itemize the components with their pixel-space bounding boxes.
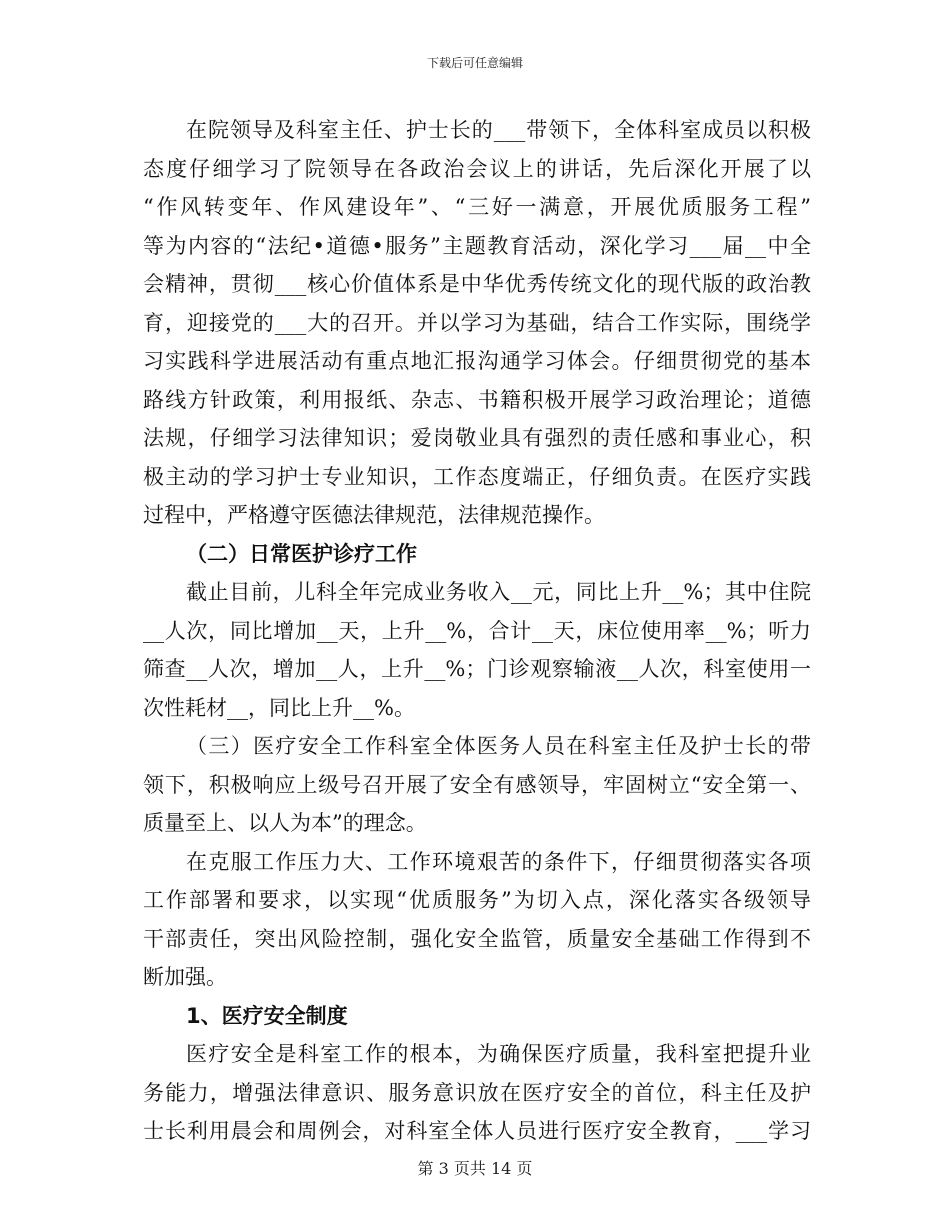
section-heading: （二）日常医护诊疗工作 — [186, 541, 417, 566]
paragraph-line: 筛查__人次，增加__人，上升__%；门诊观察输液__人次，科室使用一 — [143, 657, 811, 681]
section-heading: 1、医疗安全制度 — [186, 1003, 348, 1028]
paragraph-line: “作风转变年、作风建设年”、“三好一满意，开展优质服务工程” — [143, 195, 811, 219]
paragraph-line: __人次，同比增加__天，上升__%，合计__天，床位使用率__%；听力 — [143, 618, 811, 643]
paragraph-line: （三）医疗安全工作科室全体医务人员在科室主任及护士长的带 — [186, 734, 811, 758]
paragraph-line: 会精神，贯彻___核心价值体系是中华优秀传统文化的现代版的政治教 — [143, 272, 811, 296]
paragraph-line: 截止目前，儿科全年完成业务收入__元，同比上升__%；其中住院 — [186, 580, 811, 604]
paragraph-line: 质量至上、以人为本”的理念。 — [143, 811, 427, 835]
paragraph-line: 习实践科学进展活动有重点地汇报沟通学习体会。仔细贯彻党的基本 — [143, 349, 811, 373]
paragraph-line: 士长利用晨会和周例会，对科室全体人员进行医疗安全教育，___学习 — [143, 1119, 811, 1143]
paragraph-line: 干部责任，突出风险控制，强化安全监管，质量安全基础工作得到不 — [143, 926, 811, 951]
paragraph-line: 医疗安全是科室工作的根本，为确保医疗质量，我科室把提升业 — [186, 1042, 811, 1066]
paragraph-line: 工作部署和要求，以实现“优质服务”为切入点，深化落实各级领导 — [143, 888, 811, 912]
paragraph-line: 育，迎接党的___大的召开。并以学习为基础，结合工作实际，围绕学 — [143, 310, 811, 335]
paragraph-line: 过程中，严格遵守医德法律规范，法律规范操作。 — [143, 503, 605, 527]
paragraph-line: 在院领导及科室主任、护士长的___带领下，全体科室成员以积极 — [186, 118, 811, 142]
paragraph-line: 次性耗材__，同比上升__%。 — [143, 695, 415, 720]
paragraph-line: 断加强。 — [143, 965, 227, 989]
paragraph-line: 态度仔细学习了院领导在各政治会议上的讲话，先后深化开展了以 — [143, 156, 811, 181]
document-body — [143, 111, 811, 1151]
paragraph-line: 等为内容的“法纪•道德•服务”主题教育活动，深化学习___届__中全 — [143, 233, 811, 258]
paragraph-line: 在克服工作压力大、工作环境艰苦的条件下，仔细贯彻落实各项 — [186, 849, 811, 874]
page-header: 下载后可任意编辑 — [426, 56, 523, 70]
paragraph-line: 务能力，增强法律意识、服务意识放在医疗安全的首位，科主任及护 — [143, 1080, 811, 1105]
paragraph-line: 路线方针政策，利用报纸、杂志、书籍积极开展学习政治理论；道德 — [143, 387, 811, 412]
paragraph-line: 领下，积极响应上级号召开展了安全有感领导，牢固树立“安全第一、 — [143, 772, 811, 797]
paragraph-line: 极主动的学习护士专业知识，工作态度端正，仔细负责。在医疗实践 — [143, 464, 811, 489]
paragraph-line: 法规，仔细学习法律知识；爱岗敬业具有强烈的责任感和事业心，积 — [143, 426, 811, 450]
page-footer: 第 3 页共 14 页 — [417, 1159, 533, 1178]
